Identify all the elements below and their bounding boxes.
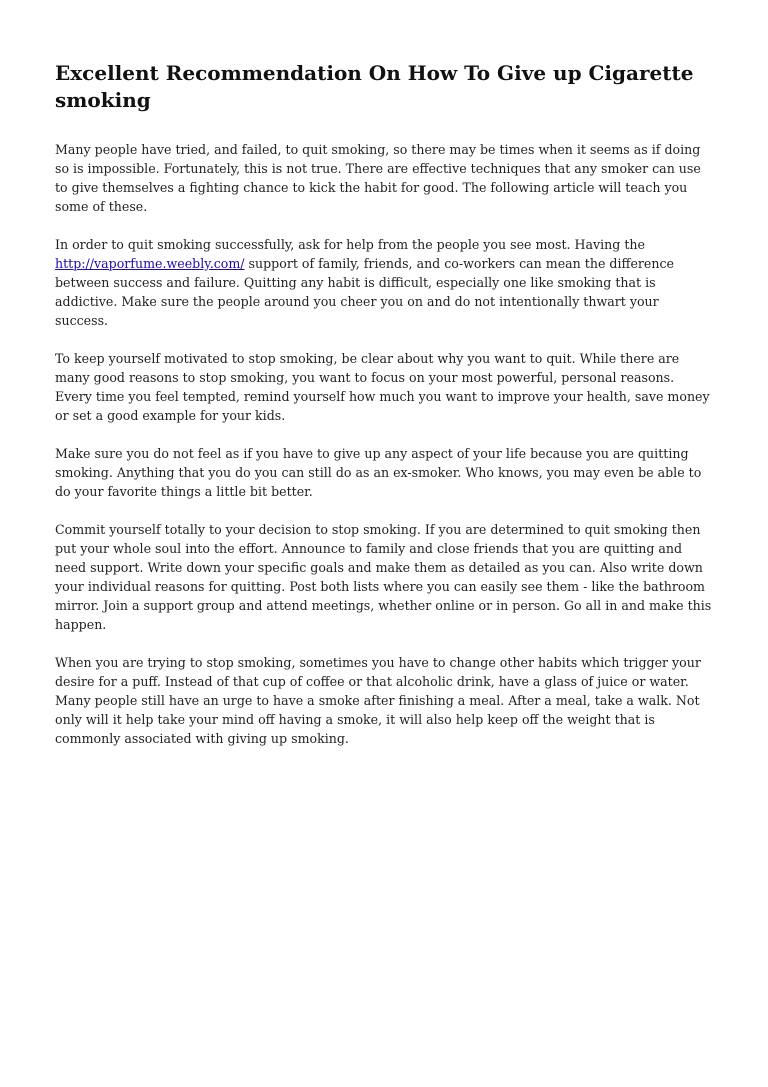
paragraph-motivation: To keep yourself motivated to stop smoking, be clear about why you want to quit. While there are many good reasons to stop smoking, you want to focus on your most powerful, personal reasons. Every time you feel tempted, remind yourself how much you want to improve your health, save money or set a good example for your kids.	[55, 351, 710, 423]
paragraph-change-habits: When you are trying to stop smoking, sometimes you have to change other habits which trigger your desire for a puff. Instead of that cup of coffee or that alcoholic drink, have a glass of juice or water. Many people still have an urge to have a smoke after finishing a meal. After a meal, take a walk. Not only will it help take your mind off having a smoke, it will also help keep off the weight that is commonly associated with giving up smoking.	[55, 655, 701, 746]
paragraph-text-after-link: support of family, friends, and co-workers can mean the difference between success and failure. Quitting any habit is difficult, especially one like smoking that is addictive. Make sure the people around you cheer you on and do not intentionally thwart your success.	[55, 256, 674, 328]
document-content	[55, 60, 715, 767]
paragraph-give-up-aspect: Make sure you do not feel as if you have to give up any aspect of your life because you are quitting smoking. Anything that you do you can still do as an ex-smoker. Who knows, you may even be able to do your favorite things a little bit better.	[55, 446, 702, 499]
vaporfume-link[interactable]: http://vaporfume.weebly.com/	[55, 256, 245, 271]
paragraph-text-before-link: In order to quit smoking successfully, ask for help from the people you see most. Having the	[55, 237, 645, 252]
paragraph-ask-for-help	[55, 235, 715, 330]
document-title: Excellent Recommendation On How To Give up Cigarette smoking	[55, 61, 694, 112]
paragraph-commit: Commit yourself totally to your decision to stop smoking. If you are determined to quit smoking then put your whole soul into the effort. Announce to family and close friends that you are quitting and need support. Write down your specific goals and make them as detailed as you can. Also write down your individual reasons for quitting. Post both lists where you can easily see them - like the bathroom mirror. Join a support group and attend meetings, whether online or in person. Go all in and make this happen.	[55, 522, 712, 632]
paragraph-intro: Many people have tried, and failed, to quit smoking, so there may be times when it seems as if doing so is impossible. Fortunately, this is not true. There are effective techniques that any smoker can use to give themselves a fighting chance to kick the habit for good. The following article will teach you some of these.	[55, 142, 701, 214]
